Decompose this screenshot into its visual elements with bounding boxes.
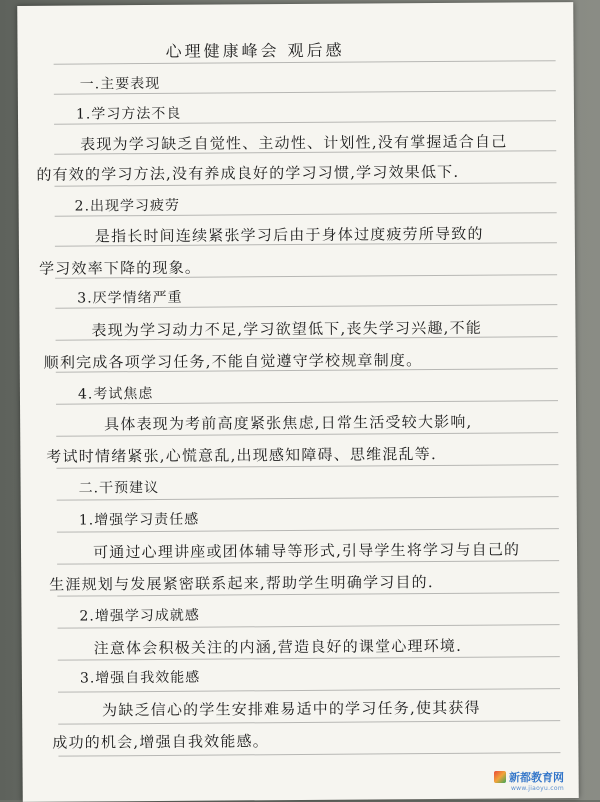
section-heading: 二.干预建议 (78, 479, 160, 497)
body-text-line: 学习效率下降的现象。 (39, 258, 202, 278)
body-text-line: 顺利完成各项学习任务,不能自觉遵守学校规章制度。 (43, 351, 423, 372)
body-text-line: 成功的机会,增强自我效能感。 (52, 732, 270, 752)
subsection-heading: 1.增强学习责任感 (78, 511, 200, 529)
body-text-line: 考试时情绪紧张,心慌意乱,出现感知障碍、思维混乱等. (46, 445, 437, 466)
subsection-heading: 3.厌学情绪严重 (77, 289, 183, 307)
watermark-url: www.jiaoyu.com (510, 785, 564, 792)
notebook-page (17, 2, 579, 802)
body-text-line: 的有效的学习方法,没有养成良好的学习习惯,学习效果低下. (36, 162, 460, 184)
subsection-heading: 1.学习方法不良 (75, 105, 182, 123)
ruled-line (58, 752, 560, 757)
watermark-logo (494, 769, 564, 792)
body-text-line: 表现为学习缺乏自觉性、主动性、计划性,没有掌握适合自己 (80, 132, 508, 154)
subsection-heading: 4.考试焦虑 (77, 386, 154, 403)
subsection-heading: 3.增强自我效能感 (79, 669, 201, 687)
body-text-line: 可通过心理讲座或团体辅导等形式,引导学生将学习与自己的 (92, 540, 521, 562)
body-text-line: 注意体会积极关注的内涵,营造良好的课堂心理环境. (93, 636, 463, 658)
watermark-logo-text: 新都教育网 (509, 771, 564, 784)
subsection-heading: 2.增强学习成就感 (79, 607, 200, 625)
body-text-line: 表现为学习动力不足,学习欲望低下,丧失学习兴趣,不能 (91, 318, 483, 340)
logo-icon (494, 771, 506, 783)
body-text-line: 是指长时间连续紧张学习后由于身体过度疲劳所导致的 (94, 224, 484, 246)
page-title: 心理健康峰会 观后感 (165, 40, 345, 61)
body-text-line: 具体表现为考前高度紧张焦虑,日常生活受较大影响, (104, 412, 473, 434)
ruled-line (58, 720, 560, 725)
body-text-line: 为缺乏信心的学生安排难易适中的学习任务,使其获得 (102, 698, 481, 720)
subsection-heading: 2.出现学习疲劳 (74, 197, 181, 215)
ruled-line (58, 688, 560, 693)
section-heading: 一.主要表现 (79, 75, 161, 93)
body-text-line: 生涯规划与发展紧密联系起来,帮助学生明确学习目的. (49, 573, 434, 594)
